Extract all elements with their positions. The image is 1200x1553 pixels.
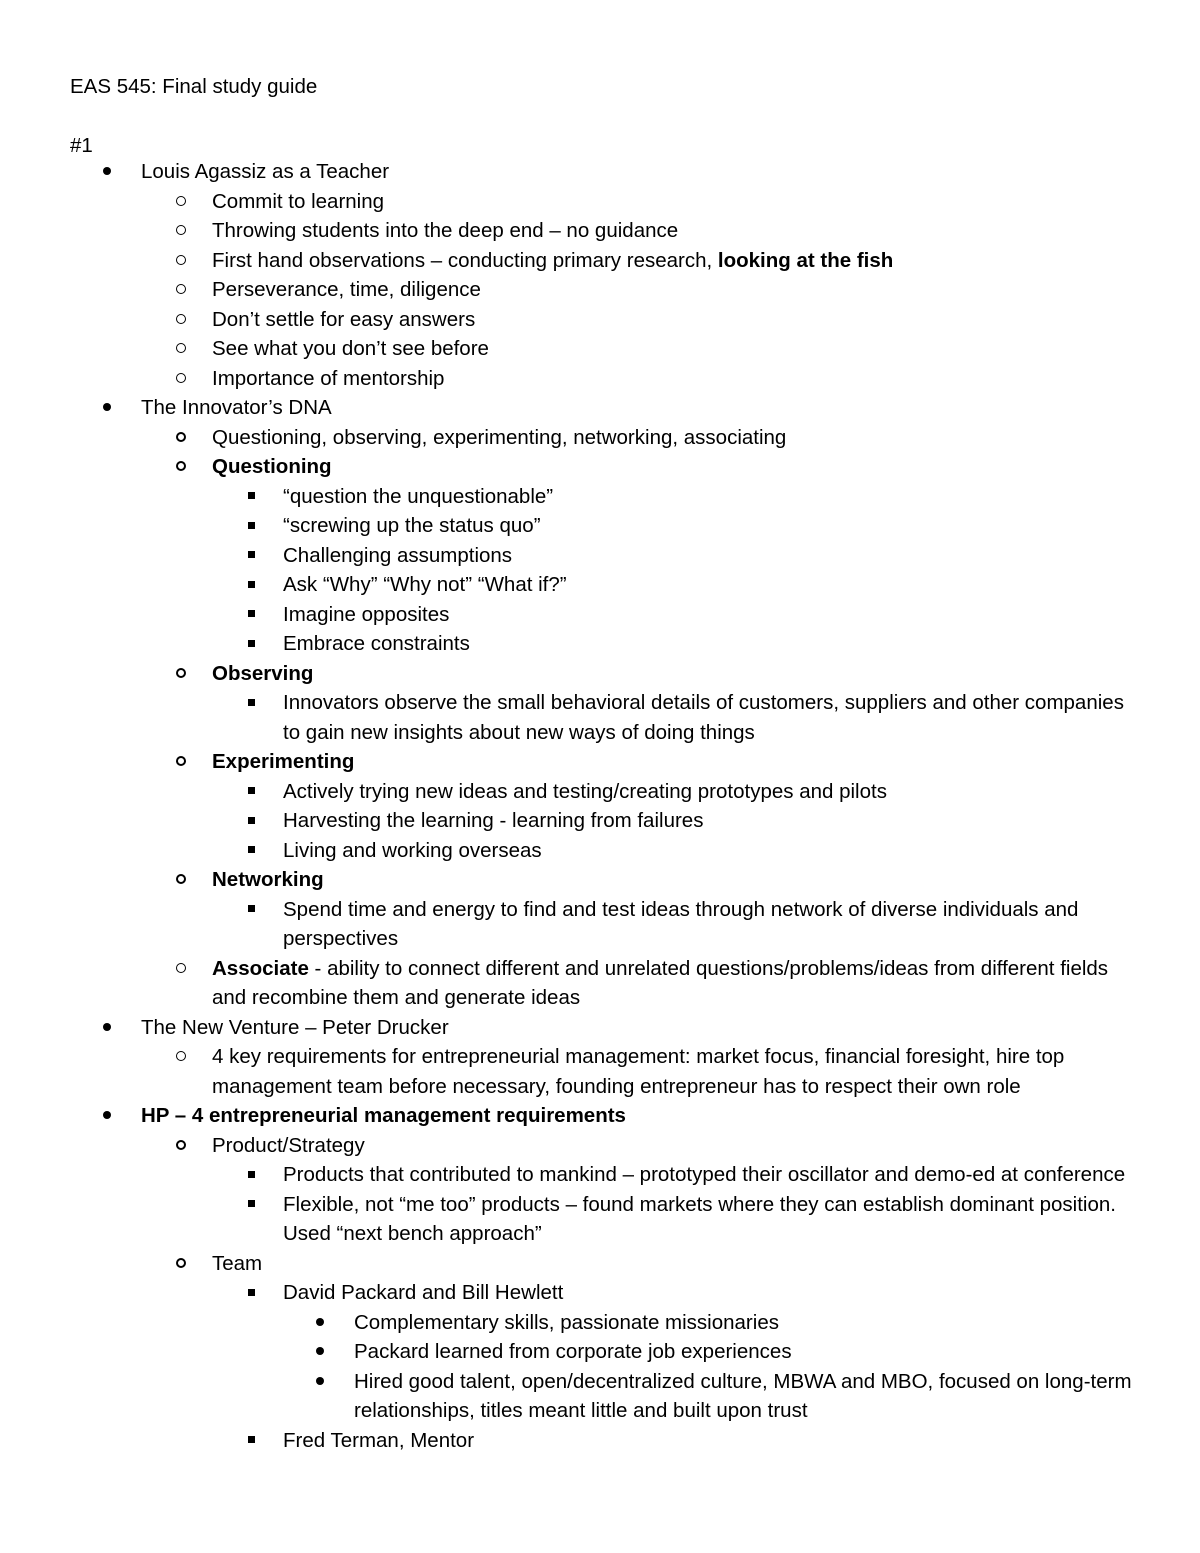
list-item [0, 1190, 1200, 1249]
list-item-text [354, 1308, 1134, 1338]
list-item-text [212, 275, 1132, 305]
list-item [0, 629, 1200, 659]
list-item-text [283, 836, 1133, 866]
bullet-dot-icon [316, 1367, 324, 1397]
list-item-text [283, 1426, 1133, 1456]
list-item [0, 393, 1200, 423]
list-item-plain-text: The Innovator’s DNA [141, 396, 332, 419]
bullet-dot-icon [103, 1101, 111, 1131]
list-item-text [141, 1101, 1131, 1131]
bullet-dot-icon [103, 393, 111, 423]
bullet-square-icon [248, 1278, 255, 1308]
bullet-circle-icon [176, 865, 186, 895]
list-item [0, 1337, 1200, 1367]
list-item [0, 334, 1200, 364]
list-item-text [212, 452, 1132, 482]
list-item-plain-text: “question the unquestionable” [283, 484, 554, 508]
bullet-square-icon [248, 1160, 255, 1190]
bullet-circle-icon [176, 275, 186, 305]
list-item [0, 452, 1200, 482]
list-item [0, 747, 1200, 777]
list-item [0, 1426, 1200, 1456]
list-item-text [212, 246, 1132, 276]
list-item [0, 1308, 1200, 1338]
bullet-circle-icon [176, 1249, 186, 1279]
bullet-circle-icon [176, 216, 186, 246]
list-item-text [354, 1337, 1134, 1367]
list-item-text [283, 570, 1133, 600]
list-item-bold-text: looking at the fish [717, 248, 894, 272]
list-item-text [283, 511, 1133, 541]
list-item [0, 216, 1200, 246]
bullet-square-icon [248, 895, 255, 925]
list-item-plain-text: Louis Agassiz as a Teacher [141, 160, 390, 183]
bullet-dot-icon [103, 157, 111, 187]
list-item-text [212, 423, 1132, 453]
list-item-text [212, 364, 1132, 394]
list-item-text [283, 1190, 1133, 1249]
list-item-bold-text: HP – 4 entrepreneurial management requirements [141, 1104, 626, 1127]
list-item-text [212, 1042, 1132, 1101]
outline-list [0, 157, 1200, 1455]
bullet-circle-icon [176, 1131, 186, 1161]
bullet-circle-icon [176, 659, 186, 689]
list-item-text [212, 334, 1132, 364]
list-item-plain-text: Living and working overseas [283, 838, 542, 862]
list-item [0, 482, 1200, 512]
list-item [0, 1131, 1200, 1161]
list-item-text [212, 954, 1132, 1013]
bullet-dot-icon [316, 1337, 324, 1367]
list-item-plain-text: Team [212, 1251, 263, 1275]
bullet-square-icon [248, 688, 255, 718]
list-item-plain-text: Innovators observe the small behavioral details of customers, suppliers and other companies to gain new insights about new ways of doing things [283, 691, 1124, 744]
bullet-square-icon [248, 511, 255, 541]
list-item-bold-text: Associate [212, 956, 309, 980]
bullet-square-icon [248, 600, 255, 630]
list-item [0, 1367, 1200, 1426]
list-item-plain-text: Questioning, observing, experimenting, networking, associating [212, 425, 787, 449]
list-item-bold-text: Observing [212, 661, 314, 685]
bullet-circle-icon [176, 954, 186, 984]
bullet-dot-icon [103, 1013, 111, 1043]
list-item-plain-text: See what you don’t see before [212, 337, 489, 360]
bullet-dot-icon [316, 1308, 324, 1338]
list-item-text [283, 482, 1133, 512]
list-item-plain-text: Challenging assumptions [283, 543, 513, 567]
list-item-plain-text: Throwing students into the deep end – no guidance [212, 219, 679, 242]
list-item-plain-text: The New Venture – Peter Drucker [141, 1015, 449, 1039]
list-item-plain-text: Flexible, not “me too” products – found markets where they can establish dominant position. Used “next bench approach” [283, 1192, 1116, 1245]
list-item [0, 659, 1200, 689]
list-item-text [141, 1013, 1131, 1043]
bullet-circle-icon [176, 747, 186, 777]
list-item [0, 688, 1200, 747]
bullet-square-icon [248, 541, 255, 571]
bullet-circle-icon [176, 423, 186, 453]
list-item-text [212, 1249, 1132, 1279]
bullet-square-icon [248, 777, 255, 807]
list-item [0, 157, 1200, 187]
bullet-square-icon [248, 570, 255, 600]
list-item-text [141, 157, 1131, 187]
list-item-plain-text: Harvesting the learning - learning from failures [283, 809, 704, 832]
list-item-plain-text: Product/Strategy [212, 1133, 365, 1157]
list-item-text [212, 659, 1132, 689]
list-item-text [141, 393, 1131, 423]
list-item [0, 423, 1200, 453]
bullet-square-icon [248, 482, 255, 512]
list-item-plain-text: Ask “Why” “Why not” “What if?” [283, 573, 567, 596]
bullet-square-icon [248, 1190, 255, 1220]
list-item-text [212, 865, 1132, 895]
list-item-bold-text: Networking [212, 868, 324, 891]
list-item [0, 1013, 1200, 1043]
bullet-square-icon [248, 1426, 255, 1456]
list-item-bold-text: Questioning [212, 455, 332, 478]
list-item [0, 511, 1200, 541]
list-item [0, 364, 1200, 394]
list-item-text [283, 629, 1133, 659]
list-item [0, 865, 1200, 895]
list-item [0, 895, 1200, 954]
list-item-plain-text: Embrace constraints [283, 632, 470, 655]
list-item-text [212, 187, 1132, 217]
list-item [0, 1042, 1200, 1101]
list-item-plain-text: Products that contributed to mankind – prototyped their oscillator and demo-ed at conference [283, 1163, 1126, 1186]
list-item-plain-text: Imagine opposites [283, 602, 450, 626]
list-item-text [212, 747, 1132, 777]
list-item [0, 305, 1200, 335]
bullet-circle-icon [176, 452, 186, 482]
list-item [0, 954, 1200, 1013]
list-item-plain-text: Actively trying new ideas and testing/creating prototypes and pilots [283, 779, 887, 803]
list-item [0, 1278, 1200, 1308]
list-item [0, 541, 1200, 571]
list-item-text [283, 1160, 1133, 1190]
bullet-square-icon [248, 806, 255, 836]
list-item-text [212, 305, 1132, 335]
list-item [0, 1101, 1200, 1131]
list-item-plain-text: Spend time and energy to find and test ideas through network of diverse individuals and perspectives [283, 897, 1079, 950]
section-number: #1 [70, 134, 93, 157]
list-item-text [283, 541, 1133, 571]
list-item-text [283, 688, 1133, 747]
list-item-text [212, 216, 1132, 246]
list-item-plain-text: Hired good talent, open/decentralized culture, MBWA and MBO, focused on long-term relationships, titles meant little and built upon trust [354, 1369, 1132, 1422]
page-title: EAS 545: Final study guide [70, 75, 318, 98]
list-item-plain-text: 4 key requirements for entrepreneurial management: market focus, financial foresight, hire top management team before necessary, founding entrepreneur has to respect their own role [212, 1045, 1065, 1098]
list-item-plain-text: Importance of mentorship [212, 366, 445, 390]
list-item-text [283, 1278, 1133, 1308]
list-item-bold-text: Experimenting [212, 750, 355, 773]
list-item-plain-text: “screwing up the status quo” [283, 514, 541, 537]
list-item [0, 777, 1200, 807]
list-item-text [283, 777, 1133, 807]
list-item-plain-text: Fred Terman, Mentor [283, 1428, 475, 1452]
list-item [0, 1160, 1200, 1190]
bullet-circle-icon [176, 1042, 186, 1072]
list-item [0, 1249, 1200, 1279]
bullet-square-icon [248, 836, 255, 866]
list-item-plain-text: Commit to learning [212, 189, 385, 213]
list-item [0, 187, 1200, 217]
list-item [0, 806, 1200, 836]
bullet-square-icon [248, 629, 255, 659]
bullet-circle-icon [176, 364, 186, 394]
bullet-circle-icon [176, 246, 186, 276]
list-item-plain-text: Complementary skills, passionate missionaries [354, 1310, 779, 1334]
list-item-plain-text: - ability to connect different and unrelated questions/problems/ideas from different fields and recombine them and generate ideas [212, 956, 1109, 1009]
list-item [0, 600, 1200, 630]
list-item [0, 836, 1200, 866]
list-item-plain-text: First hand observations – conducting primary research, [212, 248, 718, 272]
list-item-text [212, 1131, 1132, 1161]
list-item-plain-text: Don’t settle for easy answers [212, 307, 476, 331]
list-item-plain-text: Packard learned from corporate job experiences [354, 1340, 792, 1363]
list-item-plain-text: David Packard and Bill Hewlett [283, 1281, 564, 1304]
list-item-text [354, 1367, 1134, 1426]
list-item [0, 246, 1200, 276]
list-item-plain-text: Perseverance, time, diligence [212, 278, 481, 301]
bullet-circle-icon [176, 334, 186, 364]
list-item-text [283, 806, 1133, 836]
list-item [0, 275, 1200, 305]
list-item [0, 570, 1200, 600]
bullet-circle-icon [176, 305, 186, 335]
list-item-text [283, 600, 1133, 630]
bullet-circle-icon [176, 187, 186, 217]
list-item-text [283, 895, 1133, 954]
